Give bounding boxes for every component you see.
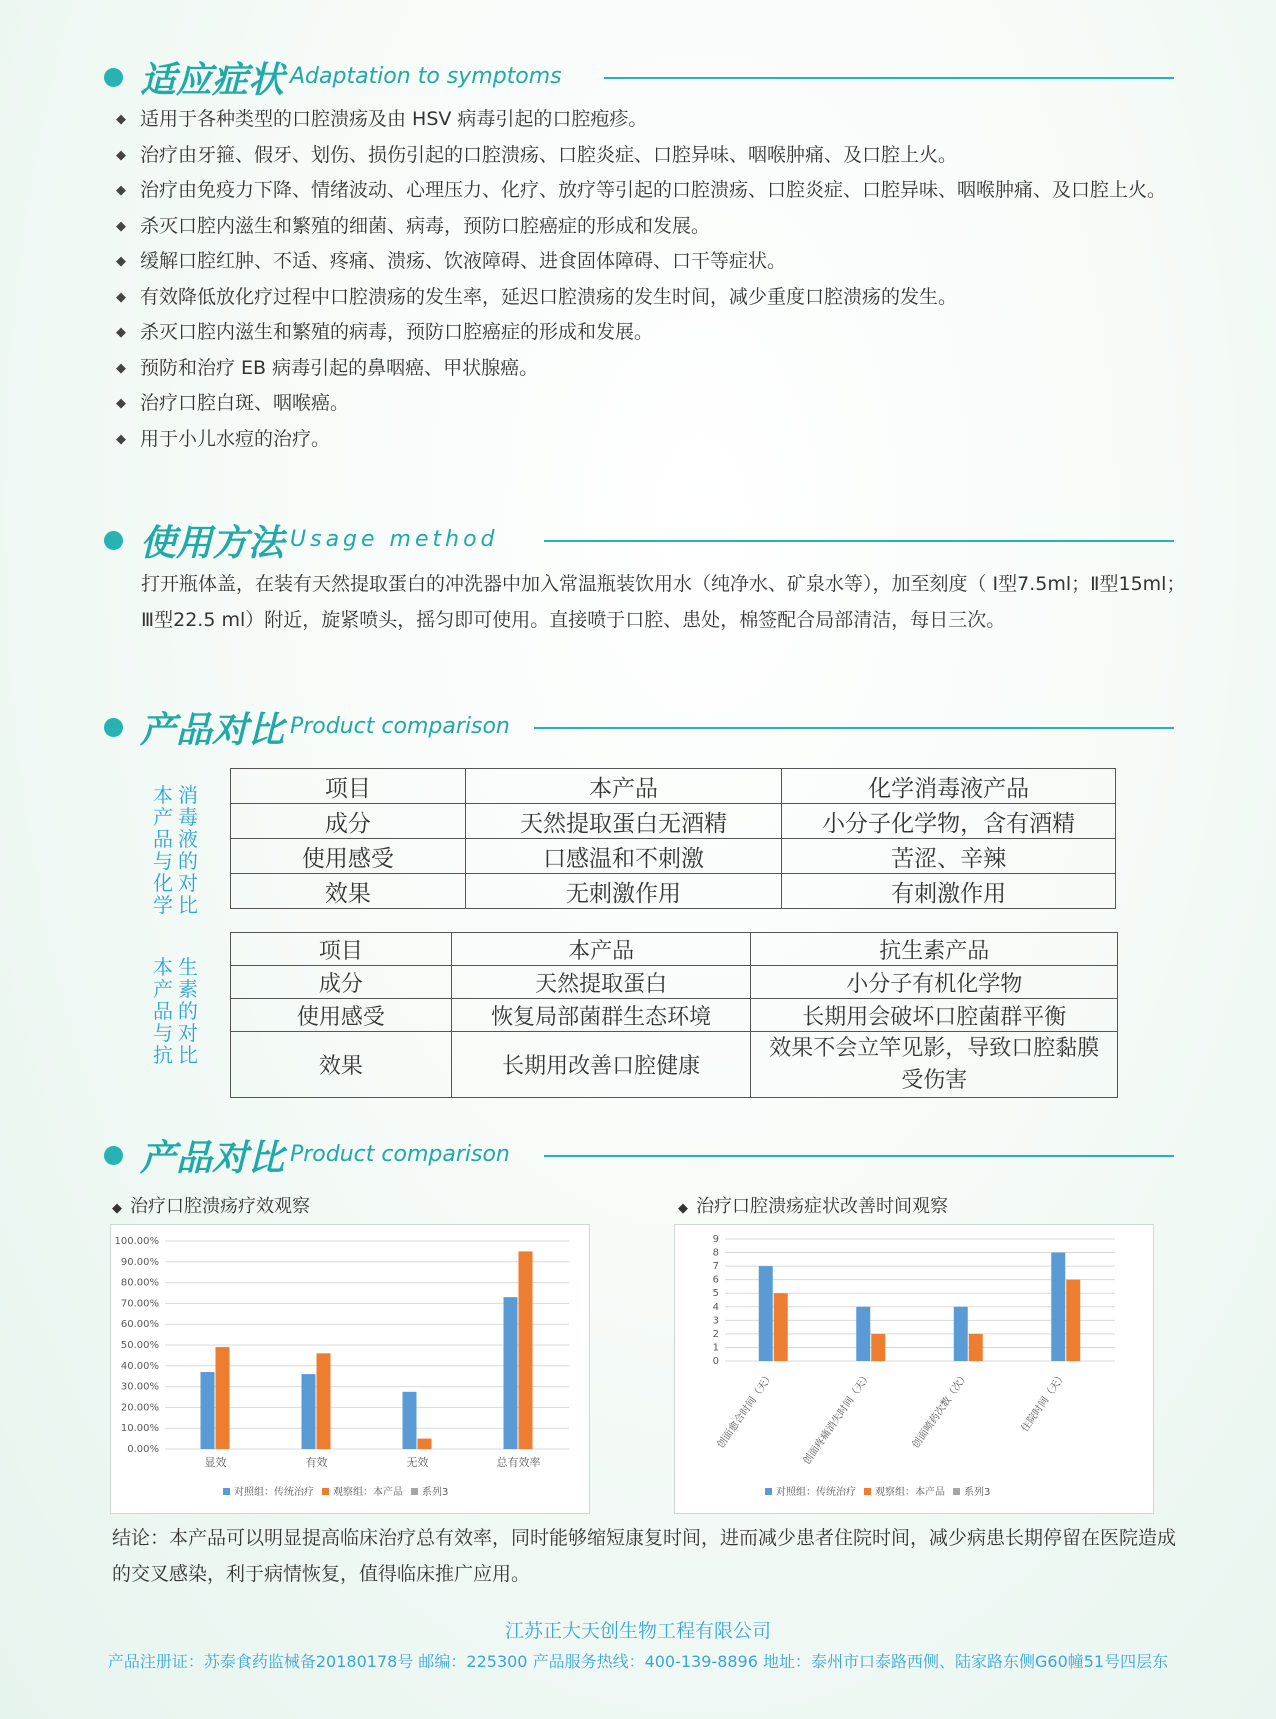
- side-label-char: 的: [178, 999, 198, 1023]
- table-cell: 使用感受: [231, 839, 466, 874]
- table-cell: 天然提取蛋白无酒精: [465, 804, 782, 839]
- symptom-item: ◆ 治疗由牙箍、假牙、划伤、损伤引起的口腔溃疡、口腔炎症、口腔异味、咽喉肿痛、及口腔上火。: [116, 138, 1206, 174]
- table2-side-label: [152, 956, 199, 1066]
- y-tick-label: 50.00%: [120, 1340, 159, 1351]
- y-tick-label: 2: [712, 1328, 719, 1340]
- y-tick-label: 9: [712, 1234, 719, 1245]
- section-title-en: Adaptation to symptoms: [290, 64, 562, 89]
- y-tick-label: 10.00%: [120, 1423, 159, 1435]
- bar: [317, 1353, 331, 1449]
- symptom-item: ◆ 有效降低放化疗过程中口腔溃疡的发生率，延迟口腔溃疡的发生时间，减少重度口腔溃疡的发生。: [116, 280, 1206, 316]
- symptom-item: ◆ 预防和治疗 EB 病毒引起的鼻咽癌、甲状腺癌。: [116, 351, 1206, 387]
- y-tick-label: 30.00%: [120, 1381, 159, 1393]
- section-rule: [534, 727, 1174, 729]
- table-cell: 有刺激作用: [782, 874, 1116, 909]
- x-tick-label: 显效: [204, 1456, 227, 1469]
- section-rule: [604, 77, 1174, 79]
- side-label-char: 品: [153, 827, 173, 851]
- chart2-title-text: 治疗口腔溃疡症状改善时间观察: [696, 1196, 948, 1217]
- x-tick-label: 创面疼痛消失时间（天）: [801, 1370, 874, 1467]
- legend-label: 系列3: [964, 1487, 991, 1498]
- table-cell: 效果: [231, 1032, 452, 1098]
- symptoms-list: [116, 102, 1206, 457]
- y-tick-label: 0: [712, 1356, 719, 1367]
- table-row: [231, 1032, 1118, 1098]
- table-cell: 无刺激作用: [465, 874, 782, 909]
- bar: [856, 1307, 870, 1361]
- side-label-char: 毒: [178, 805, 198, 829]
- bar: [1051, 1253, 1065, 1361]
- bullet-dot-icon: [104, 1146, 123, 1165]
- y-tick-label: 6: [712, 1274, 719, 1286]
- y-tick-label: 80.00%: [120, 1277, 159, 1289]
- table-row: [231, 999, 1118, 1032]
- section-rule: [544, 540, 1174, 542]
- side-label-char: 化: [153, 871, 173, 895]
- side-label-char: 与: [153, 849, 173, 873]
- y-tick-label: 90.00%: [120, 1256, 159, 1268]
- table-row: [231, 933, 1118, 966]
- chart2-title: [678, 1192, 948, 1218]
- section-comparison-chart-header: [104, 1130, 1174, 1180]
- bar: [418, 1439, 432, 1449]
- bar: [216, 1347, 230, 1449]
- legend-swatch: [223, 1488, 230, 1495]
- section-title-zh: 使用方法: [140, 522, 285, 564]
- side-label-char: 对: [178, 1021, 198, 1045]
- table-cell: 天然提取蛋白: [451, 966, 751, 999]
- bar: [201, 1372, 215, 1449]
- diamond-icon: ◆: [678, 1201, 688, 1216]
- bar: [403, 1392, 417, 1449]
- table-cell: 效果不会立竿见影，导致口腔黏膜受伤害: [751, 1032, 1118, 1098]
- diamond-icon: ◆: [112, 1201, 122, 1216]
- side-label-char: 素: [178, 977, 198, 1001]
- legend-swatch: [953, 1488, 960, 1495]
- side-label-char: 的: [178, 849, 198, 873]
- table-cell: 化学消毒液产品: [782, 769, 1116, 804]
- y-tick-label: 8: [712, 1247, 719, 1259]
- bullet-dot-icon: [104, 531, 123, 550]
- bar: [954, 1307, 968, 1361]
- side-label-char: 产: [153, 805, 173, 829]
- side-label-char: 本: [153, 955, 173, 979]
- legend-swatch: [864, 1488, 871, 1495]
- bar: [302, 1374, 316, 1449]
- chart2-svg: [675, 1225, 1153, 1513]
- table-cell: 成分: [231, 966, 452, 999]
- bullet-dot-icon: [104, 718, 123, 737]
- table-row: [231, 874, 1116, 909]
- footer-info: 产品注册证：苏泰食药监械备20180178号 邮编：225300 产品服务热线：400-139-8896 地址：泰州市口泰路西侧、陆家路东侧G60幢51号四层东: [107, 1652, 1169, 1671]
- side-label-char: 本: [153, 783, 173, 807]
- legend-swatch: [411, 1488, 418, 1495]
- table-cell: 使用感受: [231, 999, 452, 1032]
- x-tick-label: 创面喷药次数（次）: [910, 1370, 972, 1451]
- bullet-dot-icon: [104, 68, 123, 87]
- section-title-en: Product comparison: [290, 1142, 510, 1167]
- side-label-col: [152, 784, 174, 916]
- x-tick-label: 有效: [305, 1456, 328, 1469]
- y-tick-label: 40.00%: [120, 1360, 159, 1372]
- x-tick-label: 总有效率: [496, 1456, 541, 1469]
- x-tick-label: 住院时间（天）: [1019, 1370, 1069, 1435]
- chart2-box: [674, 1224, 1154, 1514]
- y-tick-label: 20.00%: [120, 1402, 159, 1414]
- legend-label: 对照组：传统治疗: [776, 1487, 856, 1498]
- comparison-table-chemical: [230, 768, 1116, 909]
- table-row: [231, 769, 1116, 804]
- section-symptoms-header: [104, 52, 1174, 102]
- table-row: [231, 966, 1118, 999]
- side-label-col: [152, 956, 174, 1066]
- table-cell: 小分子化学物，含有酒精: [782, 804, 1116, 839]
- chart1-box: [110, 1224, 590, 1514]
- side-label-char: 生: [178, 955, 198, 979]
- bar: [969, 1334, 983, 1361]
- table-cell: 项目: [231, 769, 466, 804]
- legend-label: 系列3: [422, 1487, 449, 1498]
- y-tick-label: 100.00%: [114, 1236, 159, 1247]
- bar: [519, 1251, 533, 1449]
- comparison-table-antibiotic: [230, 932, 1118, 1098]
- x-tick-label: 无效: [406, 1456, 429, 1469]
- conclusion-text: 结论：本产品可以明显提高临床治疗总有效率，同时能够缩短康复时间，进而减少患者住院时间，减少病患长期停留在医院造成的交叉感染，利于病情恢复，值得临床推广应用。: [112, 1527, 1177, 1585]
- section-title-zh: 产品对比: [140, 709, 285, 751]
- symptom-item: ◆ 杀灭口腔内滋生和繁殖的细菌、病毒，预防口腔癌症的形成和发展。: [116, 209, 1206, 245]
- side-label-char: 与: [153, 1021, 173, 1045]
- table-cell: 本产品: [451, 933, 751, 966]
- table-cell: 项目: [231, 933, 452, 966]
- table-row: [231, 839, 1116, 874]
- table-cell: 成分: [231, 804, 466, 839]
- symptom-item: ◆ 缓解口腔红肿、不适、疼痛、溃疡、饮液障碍、进食固体障碍、口干等症状。: [116, 244, 1206, 280]
- table-cell: 长期用改善口腔健康: [451, 1032, 751, 1098]
- symptom-item: ◆ 治疗口腔白斑、咽喉癌。: [116, 386, 1206, 422]
- table-cell: 抗生素产品: [751, 933, 1118, 966]
- y-tick-label: 70.00%: [120, 1298, 159, 1310]
- symptom-item: ◆ 适用于各种类型的口腔溃疡及由 HSV 病毒引起的口腔疱疹。: [116, 102, 1206, 138]
- section-title-en: Usage method: [290, 527, 499, 552]
- table-row: [231, 804, 1116, 839]
- section-title-zh: 适应症状: [140, 59, 285, 101]
- legend-label: 观察组：本产品: [875, 1487, 945, 1498]
- side-label-char: 对: [178, 871, 198, 895]
- table-cell: 小分子有机化学物: [751, 966, 1118, 999]
- section-usage-header: [104, 515, 1174, 565]
- side-label-char: 比: [178, 893, 198, 917]
- side-label-char: 抗: [153, 1043, 173, 1067]
- y-tick-label: 4: [712, 1301, 719, 1313]
- x-tick-label: 创面愈合时间（天）: [715, 1370, 777, 1451]
- legend-swatch: [322, 1488, 329, 1495]
- side-label-char: 学: [153, 893, 173, 917]
- symptom-item: ◆ 用于小儿水痘的治疗。: [116, 422, 1206, 458]
- y-tick-label: 3: [712, 1315, 719, 1327]
- chart1-title-text: 治疗口腔溃疡疗效观察: [130, 1196, 310, 1217]
- bar: [774, 1293, 788, 1361]
- y-tick-label: 60.00%: [120, 1319, 159, 1331]
- side-label-char: 消: [178, 783, 198, 807]
- y-tick-label: 0.00%: [127, 1444, 159, 1455]
- bar: [759, 1266, 773, 1361]
- side-label-col: [177, 784, 199, 916]
- side-label-char: 液: [178, 827, 198, 851]
- table-cell: 效果: [231, 874, 466, 909]
- y-tick-label: 1: [712, 1342, 719, 1354]
- company-name: 江苏正大天创生物工程有限公司: [504, 1620, 771, 1642]
- bar: [1066, 1280, 1080, 1361]
- table-cell: 口感温和不刺激: [465, 839, 782, 874]
- bar: [871, 1334, 885, 1361]
- y-tick-label: 7: [712, 1261, 719, 1273]
- side-label-char: 比: [178, 1043, 198, 1067]
- side-label-char: 品: [153, 999, 173, 1023]
- bar: [504, 1297, 518, 1449]
- legend-label: 对照组：传统治疗: [234, 1487, 314, 1498]
- y-tick-label: 5: [712, 1288, 719, 1300]
- section-comparison-header: [104, 702, 1174, 752]
- side-label-char: 产: [153, 977, 173, 1001]
- section-rule: [544, 1155, 1174, 1157]
- section-title-en: Product comparison: [290, 714, 510, 739]
- table1-side-label: [152, 784, 199, 916]
- table-cell: 苦涩、辛辣: [782, 839, 1116, 874]
- legend-label: 观察组：本产品: [333, 1487, 403, 1498]
- chart1-svg: [111, 1225, 589, 1513]
- table-cell: 恢复局部菌群生态环境: [451, 999, 751, 1032]
- side-label-col: [177, 956, 199, 1066]
- usage-text: 打开瓶体盖，在装有天然提取蛋白的冲洗器中加入常温瓶装饮用水（纯净水、矿泉水等），加至刻度（ Ⅰ型7.5ml；Ⅱ型15ml；Ⅲ型22.5 ml）附近，旋紧喷头，摇匀即可使用。直接喷于口腔、患处，棉签配合局部清洁，每日三次。: [141, 573, 1186, 631]
- legend-swatch: [765, 1488, 772, 1495]
- chart1-title: [112, 1192, 310, 1218]
- symptom-item: ◆ 杀灭口腔内滋生和繁殖的病毒，预防口腔癌症的形成和发展。: [116, 315, 1206, 351]
- section-title-zh: 产品对比: [140, 1137, 285, 1179]
- table-cell: 本产品: [465, 769, 782, 804]
- symptom-item: ◆ 治疗由免疫力下降、情绪波动、心理压力、化疗、放疗等引起的口腔溃疡、口腔炎症、口腔异味、咽喉肿痛、及口腔上火。: [116, 173, 1206, 209]
- table-cell: 长期用会破坏口腔菌群平衡: [751, 999, 1118, 1032]
